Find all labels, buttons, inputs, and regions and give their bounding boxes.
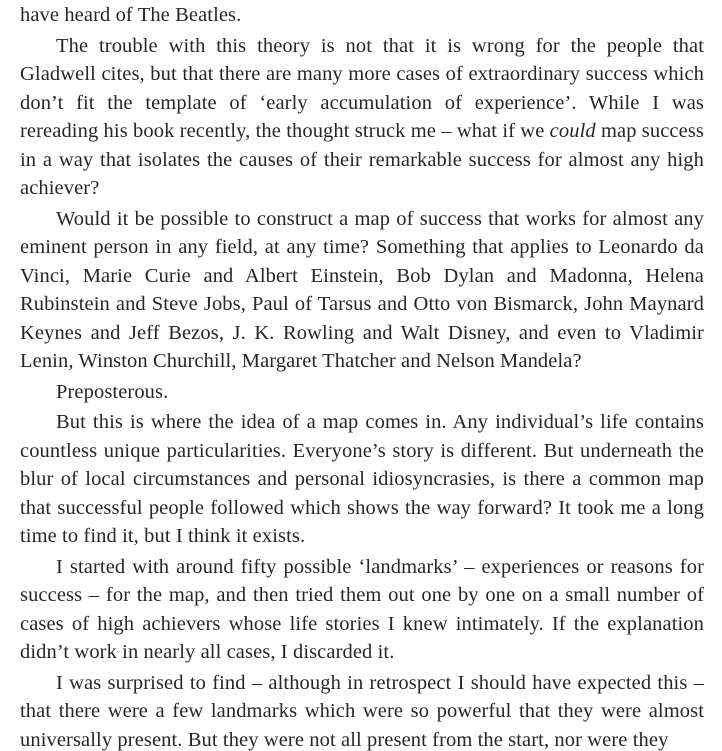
italic-text-run: could [549, 120, 596, 142]
text-run: The trouble with this theory is not that it is wrong for the people that Gladwell cites, but that there are many more cases of extraordinary success which don’t fit the template of ‘early accumulation of experience’. While I was rereading his book recently, the thought struck me – what if we [20, 34, 704, 142]
text-run: Preposterous. [56, 380, 169, 403]
text-run: I started with around fifty possible ‘landmarks’ – experiences or reasons for success – for the map, and then tried them out one by one on a small number of cases of high achievers whose life stories I knew intimately. If the explanation didn’t work in nearly all cases, I discarded it. [20, 555, 704, 663]
paragraph [20, 553, 704, 667]
text-run: map success in a way that isolates the causes of their remarkable success for almost any high achiever? [20, 120, 704, 199]
paragraph [20, 1, 704, 30]
paragraph [20, 32, 704, 203]
paragraph [20, 669, 704, 751]
text-run: But this is where the idea of a map comes in. Any individual’s life contains countless unique particularities. Everyone’s story is different. But underneath the blur of local circumstances and personal idiosyncrasies, is there a common map that successful people followed which shows the way forward? It took me a long time to find it, but I think it exists. [20, 411, 704, 547]
paragraph [20, 408, 704, 551]
text-run: I was surprised to find – although in retrospect I should have expected this – that there were a few landmarks which were so powerful that they were almost universally present. But they were not all present from the start, nor were they [20, 671, 704, 751]
paragraph [20, 378, 704, 407]
text-run: Would it be possible to construct a map of success that works for almost any eminent person in any field, at any time? Something that applies to Leonardo da Vinci, Marie Curie and Albert Einstein, Bob Dylan and Madonna, Helena Rubinstein and Steve Jobs, Paul of Tarsus and Otto von Bismarck, John Maynard Keynes and Jeff Bezos, J. K. Rowling and Walt Disney, and even to Vladimir Lenin, Winston Churchill, Margaret Thatcher and Nelson Mandela? [20, 207, 704, 372]
paragraph [20, 205, 704, 376]
text-run: have heard of The Beatles. [20, 4, 242, 26]
